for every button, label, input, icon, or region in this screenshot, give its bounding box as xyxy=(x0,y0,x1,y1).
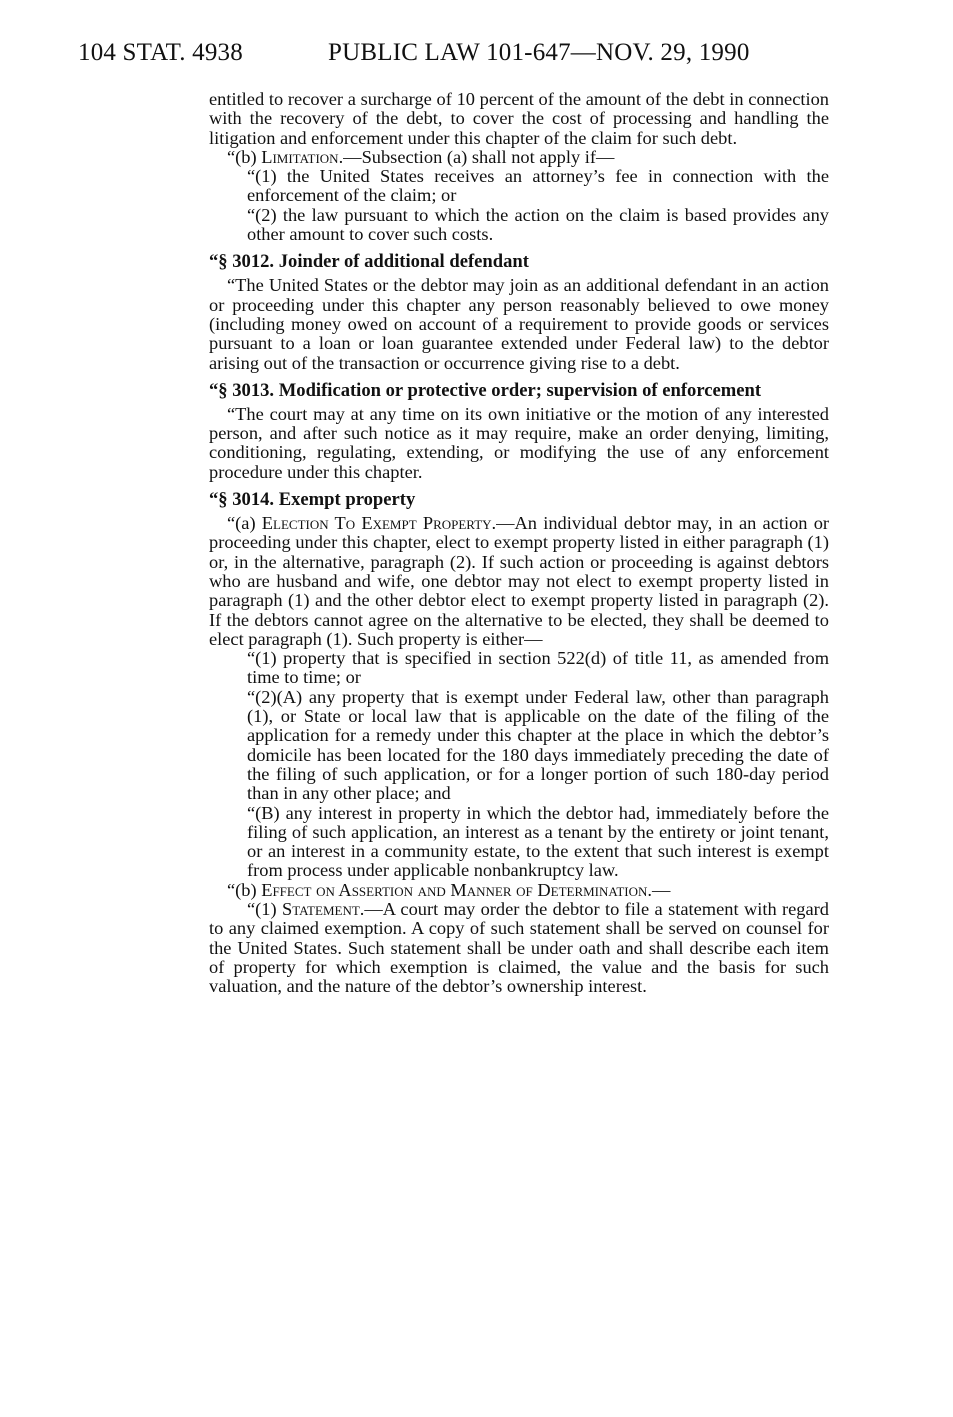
subsection-label: “(b) xyxy=(227,146,262,167)
subsection-b-limitation xyxy=(209,148,829,167)
section-3012-heading: “§ 3012. Joinder of additional defendant xyxy=(209,251,529,273)
subsection-text: — xyxy=(652,879,671,900)
subsection-heading: Election To Exempt Property. xyxy=(261,513,497,534)
section-3014-heading: “§ 3014. Exempt property xyxy=(209,489,416,511)
paragraph-a1: “(1) property that is specified in section 522(d) of title 11, as amended from time to time; or xyxy=(247,648,829,688)
section-3013-heading: “§ 3013. Modification or protective order; supervision of enforcement xyxy=(209,379,762,401)
subsection-b-effect xyxy=(209,881,829,900)
paragraph-surcharge: entitled to recover a surcharge of 10 percent of the amount of the debt in connection with the recovery of the debt, to cover the cost of processing and handling the litigation and enforcement under this chapter of the claim for such debt. xyxy=(209,89,829,148)
subsection-label: “(a) xyxy=(227,513,262,534)
paragraph-b2: “(2) the law pursuant to which the action on the claim is based provides any other amount to cover such costs. xyxy=(247,204,829,245)
subsection-text: —Subsection (a) shall not apply if— xyxy=(343,146,615,167)
paragraph-text: —A court may order the debtor to file a statement with regard to any claimed exemption. A copy of such statement shall be served on counsel for the United States. Such statement shall be under oath and shall describe each item of property for which exemption is claimed, the value and the basis for such valuation, and the nature of the debtor’s ownership interest. xyxy=(209,898,829,997)
section-3012-text: “The United States or the debtor may join as an additional defendant in an action or proceeding under this chapter any person reasonably believed to owe money (including money owed on account of a requirement to provide goods or services pursuant to a loan or loan guarantee extended under Federal law) to the debtor arising out of the transaction or occurrence giving rise to a debt. xyxy=(209,275,829,373)
subsection-a-election xyxy=(209,514,829,649)
paragraph-heading: Statement. xyxy=(281,898,365,919)
document-body xyxy=(209,90,829,996)
running-head: PUBLIC LAW 101-647—NOV. 29, 1990 xyxy=(328,39,750,66)
section-3013-text: “The court may at any time on its own initiative or the motion of any interested person, and after such notice as it may require, make an order denying, limiting, conditioning, regulating, extending, or modifying the use of any enforcement procedure under this chapter. xyxy=(209,403,829,482)
paragraph-a2B: “(B) any interest in property in which the debtor had, immediately before the filing of such application, an interest as a tenant by the entirety or joint tenant, or an interest in a community estate, to the extent that such interest is exempt from process under applicable nonbankruptcy law. xyxy=(247,802,829,881)
paragraph-b1: “(1) the United States receives an attorney’s fee in connection with the enforcement of the claim; or xyxy=(247,166,829,206)
subsection-heading: Limitation. xyxy=(261,146,344,167)
stat-page-number: 104 STAT. 4938 xyxy=(78,39,243,66)
paragraph-label: “(1) xyxy=(247,898,282,919)
paragraph-b1-statement xyxy=(209,900,829,996)
subsection-heading: Effect on Assertion and Manner of Determination. xyxy=(261,879,652,900)
paragraph-a2A: “(2)(A) any property that is exempt under Federal law, other than paragraph (1), or State or local law that is applicable on the date of the filing of the application for a remedy under this chapter at the place in which the debtor’s domicile has been located for the 180 days immediately preceding the date of the filing of such application, or for a longer portion of such 180-day period than in any other place; and xyxy=(247,686,829,804)
subsection-label: “(b) xyxy=(227,879,262,900)
subsection-text: —An individual debtor may, in an action or proceeding under this chapter, elect to exempt property listed in either paragraph (1) or, in the alternative, paragraph (2). If such action or proceeding is against debtors who are husband and wife, one debtor may not elect to exempt property listed in paragraph (1) and the other debtor elect to exempt property listed in paragraph (2). If the debtors cannot agree on the alternative to be elected, they shall be deemed to elect paragraph (1). Such property is either— xyxy=(209,513,830,649)
